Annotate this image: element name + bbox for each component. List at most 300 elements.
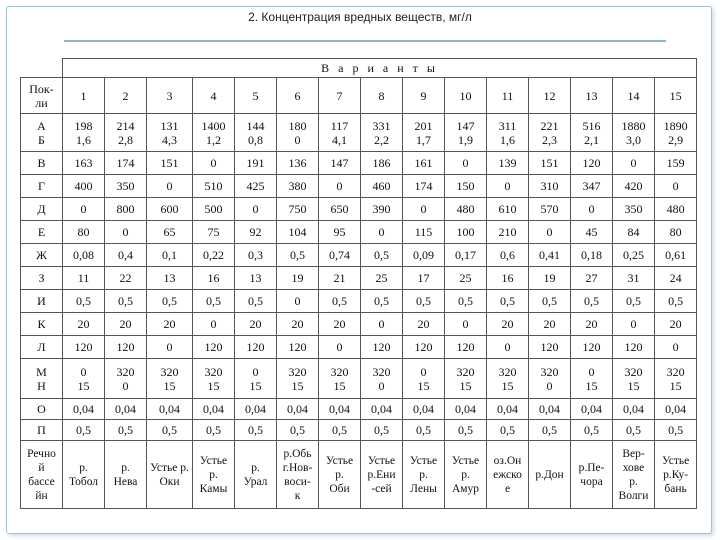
value-cell: 19 [277,267,319,290]
river-cell [63,441,105,509]
cell-line: Устье р. [150,461,189,474]
value-cell: 480 [445,198,487,221]
row-label: В [21,152,63,175]
cell-line: Речно [27,447,56,460]
cell-line: 15 [459,378,472,393]
river-cell [445,441,487,509]
table-row [21,267,697,290]
cell-line: р. [209,468,218,481]
river-cell [655,441,697,509]
cell-line: 0 [588,364,595,379]
value-cell: 25 [445,267,487,290]
row-header [21,78,63,114]
cell-line: 516 [582,118,601,133]
cell-line: 320 [160,364,179,379]
cell-line: 4,3 [162,132,177,147]
value-cell: 0,04 [193,399,235,420]
value-cell: 0,5 [361,420,403,441]
table-row [21,336,697,359]
value-cell: 0 [403,198,445,221]
value-cell: 159 [655,152,697,175]
title-divider [64,40,666,42]
value-cell: 0,5 [613,290,655,313]
cell-line: 15 [77,378,90,393]
value-cell: 0,5 [571,290,613,313]
value-cell [487,114,529,152]
cell-line: 320 [540,364,559,379]
value-cell: 0,5 [529,420,571,441]
cell-line: Б [38,132,45,147]
value-cell: 500 [193,198,235,221]
value-cell [235,114,277,152]
cell-line: р.Ени [367,468,396,481]
value-cell: 0,41 [529,244,571,267]
value-cell: 480 [655,198,697,221]
value-cell: 0,5 [361,290,403,313]
value-cell: 460 [361,175,403,198]
variant-number: 11 [487,78,529,114]
value-cell: 0,5 [361,244,403,267]
cell-line: йн [35,489,48,502]
cell-line: 331 [372,118,391,133]
river-cell [319,441,361,509]
cell-line: ли [35,95,48,110]
value-cell: 186 [361,152,403,175]
row-label: И [21,290,63,313]
value-cell: 0 [529,221,571,244]
cell-line: Устье [325,454,354,467]
cell-line: Камы [199,482,228,495]
row-label: З [21,267,63,290]
cell-line: Урал [243,475,268,488]
value-cell: 16 [487,267,529,290]
value-cell: 0,04 [319,399,361,420]
value-cell: 0,5 [655,420,697,441]
value-cell: 425 [235,175,277,198]
value-cell: 20 [63,313,105,336]
cell-line: 2,3 [542,132,557,147]
value-cell [571,114,613,152]
row-label: Е [21,221,63,244]
value-cell: 20 [277,313,319,336]
value-cell [403,114,445,152]
value-cell: 0 [147,175,193,198]
value-cell: 347 [571,175,613,198]
cell-line: 15 [501,378,514,393]
value-cell: 0 [319,336,361,359]
variant-number: 4 [193,78,235,114]
value-cell: 17 [403,267,445,290]
value-cell: 0,09 [403,244,445,267]
row-label: К [21,313,63,336]
cell-line: Устье [367,454,396,467]
value-cell: 115 [403,221,445,244]
value-cell: 120 [403,336,445,359]
value-cell: 151 [529,152,571,175]
value-cell: 0 [235,198,277,221]
value-cell: 45 [571,221,613,244]
value-cell: 0 [655,175,697,198]
value-cell: 0,5 [445,420,487,441]
cell-line: Нева [113,475,138,488]
cell-line: р. [335,468,344,481]
value-cell: 20 [403,313,445,336]
cell-line: р. [461,468,470,481]
cell-line: Устье [409,454,438,467]
cell-line: 320 [498,364,517,379]
value-cell: 75 [193,221,235,244]
value-cell: 0 [445,152,487,175]
cell-line: е [504,482,511,495]
cell-line: 4,1 [332,132,347,147]
river-cell [487,441,529,509]
value-cell: 0 [487,336,529,359]
value-cell: 0,5 [487,290,529,313]
value-cell: 16 [193,267,235,290]
cell-line: 320 [288,364,307,379]
value-cell: 20 [655,313,697,336]
value-cell: 31 [613,267,655,290]
table-row [21,399,697,420]
cell-line: 144 [246,118,265,133]
value-cell: 150 [445,175,487,198]
value-cell: 0,5 [147,420,193,441]
cell-line: г.Нов- [282,461,313,474]
value-cell: 120 [105,336,147,359]
table-row [21,420,697,441]
table-row [21,244,697,267]
value-cell: 20 [147,313,193,336]
value-cell [63,114,105,152]
value-cell: 310 [529,175,571,198]
cell-line: Устье [661,454,690,467]
row-label [21,114,63,152]
row-label [21,359,63,399]
value-cell: 0 [655,336,697,359]
value-cell: 136 [277,152,319,175]
value-cell: 25 [361,267,403,290]
value-cell: 19 [529,267,571,290]
variant-number: 2 [105,78,147,114]
cell-line: 320 [666,364,685,379]
value-cell: 0,5 [63,420,105,441]
value-cell: 390 [361,198,403,221]
variant-number: 10 [445,78,487,114]
value-cell: 0 [277,290,319,313]
cell-line: р. [629,475,638,488]
value-cell: 0 [361,313,403,336]
value-cell [63,359,105,399]
cell-line: 117 [330,118,349,133]
cell-line: р. [121,461,130,474]
cell-line: воси- [284,475,311,488]
value-cell: 0 [361,221,403,244]
river-cell [361,441,403,509]
table-row [21,198,697,221]
value-cell: 0,04 [147,399,193,420]
variant-number: 3 [147,78,193,114]
value-cell [319,359,361,399]
value-cell: 0,04 [613,399,655,420]
variant-number: 8 [361,78,403,114]
cell-line: й [38,461,45,474]
row-label: Д [21,198,63,221]
value-cell: 120 [277,336,319,359]
variant-number: 1 [63,78,105,114]
river-cell [571,441,613,509]
value-cell: 0,5 [235,420,277,441]
variant-number: 12 [529,78,571,114]
concentration-table [20,58,697,509]
cell-line: 15 [627,378,640,393]
value-cell: 210 [487,221,529,244]
value-cell [655,114,697,152]
value-cell [529,359,571,399]
cell-line: 320 [624,364,643,379]
value-cell: 0,4 [105,244,147,267]
value-cell: 13 [147,267,193,290]
value-cell: 0,5 [235,290,277,313]
cell-line: 3,0 [626,132,641,147]
value-cell: 0,5 [277,244,319,267]
cell-line: -сей [371,482,392,495]
river-cell [277,441,319,509]
value-cell: 120 [571,336,613,359]
cell-line: 15 [417,378,430,393]
value-cell: 0 [63,198,105,221]
value-cell: 0,04 [63,399,105,420]
row-label: Л [21,336,63,359]
cell-line: 15 [585,378,598,393]
cell-line: 2,8 [118,132,133,147]
value-cell: 350 [613,198,655,221]
cell-line: Тобол [68,475,99,488]
value-cell [361,359,403,399]
value-cell [529,114,571,152]
cell-line: 0 [252,364,259,379]
cell-line: к [294,489,301,502]
value-cell [105,359,147,399]
cell-line: 15 [163,378,176,393]
cell-line: Волги [618,489,649,502]
value-cell: 84 [613,221,655,244]
value-cell: 0,04 [655,399,697,420]
cell-line: 1880 [621,118,646,133]
value-cell: 20 [319,313,361,336]
value-cell: 0 [613,152,655,175]
cell-line: 15 [207,378,220,393]
value-cell: 80 [63,221,105,244]
value-cell: 0,5 [319,420,361,441]
cell-line: 1890 [663,118,688,133]
value-cell: 0,5 [277,420,319,441]
cell-line: 2,1 [584,132,599,147]
cell-line: чора [580,475,603,488]
value-cell [613,114,655,152]
value-cell: 0,04 [487,399,529,420]
value-cell: 600 [147,198,193,221]
value-cell [319,114,361,152]
value-cell: 120 [361,336,403,359]
value-cell: 0 [445,313,487,336]
value-cell [655,359,697,399]
value-cell [105,114,147,152]
cell-line: 0 [420,364,427,379]
value-cell: 151 [147,152,193,175]
value-cell: 65 [147,221,193,244]
value-cell: 0,5 [403,420,445,441]
variant-number: 7 [319,78,361,114]
value-cell: 0,5 [403,290,445,313]
value-cell: 0,5 [319,290,361,313]
table-row [21,290,697,313]
cell-line: ежско [493,468,522,481]
cell-line: 1,7 [416,132,431,147]
cell-line: 1400 [201,118,226,133]
cell-line: оз.Он [493,454,522,467]
cell-line: 320 [456,364,475,379]
variant-number: 6 [277,78,319,114]
variant-number: 9 [403,78,445,114]
value-cell: 380 [277,175,319,198]
value-cell: 13 [235,267,277,290]
value-cell: 0 [193,152,235,175]
value-cell [235,359,277,399]
table-row [21,152,697,175]
value-cell [147,114,193,152]
variant-number: 14 [613,78,655,114]
value-cell: 0,5 [613,420,655,441]
header-row-numbers [21,78,697,114]
value-cell: 147 [319,152,361,175]
cell-line: 0 [294,132,301,147]
value-cell: 0,5 [193,290,235,313]
cell-line: А [37,118,46,133]
cell-line: Устье [451,454,480,467]
value-cell: 0,08 [63,244,105,267]
variant-number: 5 [235,78,277,114]
value-cell: 0,61 [655,244,697,267]
value-cell: 750 [277,198,319,221]
cell-line: 15 [291,378,304,393]
cell-line: 221 [540,118,559,133]
cell-line: 15 [333,378,346,393]
cell-line: 201 [414,118,433,133]
value-cell: 22 [105,267,147,290]
value-cell: 80 [655,221,697,244]
value-cell: 0,5 [445,290,487,313]
value-cell [277,114,319,152]
value-cell: 174 [403,175,445,198]
value-cell: 0,5 [655,290,697,313]
value-cell [445,114,487,152]
value-cell: 120 [529,336,571,359]
value-cell: 570 [529,198,571,221]
corner-blank [21,59,63,78]
river-cell [529,441,571,509]
cell-line: хове [622,461,645,474]
value-cell: 610 [487,198,529,221]
value-cell: 0 [193,313,235,336]
value-cell: 161 [403,152,445,175]
cell-line: р. [419,468,428,481]
cell-line: 198 [74,118,93,133]
row-label: Ж [21,244,63,267]
cell-line: 15 [669,378,682,393]
value-cell: 100 [445,221,487,244]
cell-line: Вер- [622,447,645,460]
cell-line: 1,6 [76,132,91,147]
value-cell: 139 [487,152,529,175]
cell-line: Пок- [29,81,54,96]
river-cell [193,441,235,509]
cell-line: 320 [330,364,349,379]
cell-line: р.Ку- [663,468,689,481]
value-cell: 174 [105,152,147,175]
value-cell: 0,25 [613,244,655,267]
value-cell [193,114,235,152]
value-cell: 92 [235,221,277,244]
value-cell: 120 [613,336,655,359]
cell-line: Оби [329,482,350,495]
cell-line: 320 [116,364,135,379]
cell-line: 0 [546,378,553,393]
value-cell: 20 [235,313,277,336]
cell-line: р. [251,461,260,474]
value-cell: 0 [613,313,655,336]
value-cell: 420 [613,175,655,198]
value-cell: 0 [487,175,529,198]
value-cell [403,359,445,399]
slide-title: 2. Концентрация вредных веществ, мг/л [248,10,472,24]
variants-header: В а р и а н т ы [63,59,697,78]
cell-line: 15 [249,378,262,393]
value-cell: 20 [105,313,147,336]
cell-line: бассе [28,475,55,488]
value-cell: 104 [277,221,319,244]
variant-number: 13 [571,78,613,114]
value-cell: 0,18 [571,244,613,267]
value-cell: 0,5 [63,290,105,313]
value-cell [487,359,529,399]
value-cell: 20 [529,313,571,336]
value-cell: 0,5 [147,290,193,313]
value-cell: 0,5 [487,420,529,441]
cell-line: Н [37,378,46,393]
value-cell: 120 [235,336,277,359]
river-cell [147,441,193,509]
value-cell: 650 [319,198,361,221]
value-cell: 0,5 [105,290,147,313]
value-cell: 800 [105,198,147,221]
value-cell: 11 [63,267,105,290]
value-cell [445,359,487,399]
header-row-variants [21,59,697,78]
value-cell: 27 [571,267,613,290]
value-cell: 0,04 [277,399,319,420]
value-cell: 0,5 [571,420,613,441]
cell-line: 311 [498,118,517,133]
value-cell: 120 [63,336,105,359]
value-cell: 120 [193,336,235,359]
cell-line: 1,9 [458,132,473,147]
cell-line: р. [79,461,88,474]
value-cell: 20 [487,313,529,336]
river-cell [403,441,445,509]
value-cell: 0 [147,336,193,359]
table-row-pair [21,114,697,152]
cell-line: 1,2 [206,132,221,147]
